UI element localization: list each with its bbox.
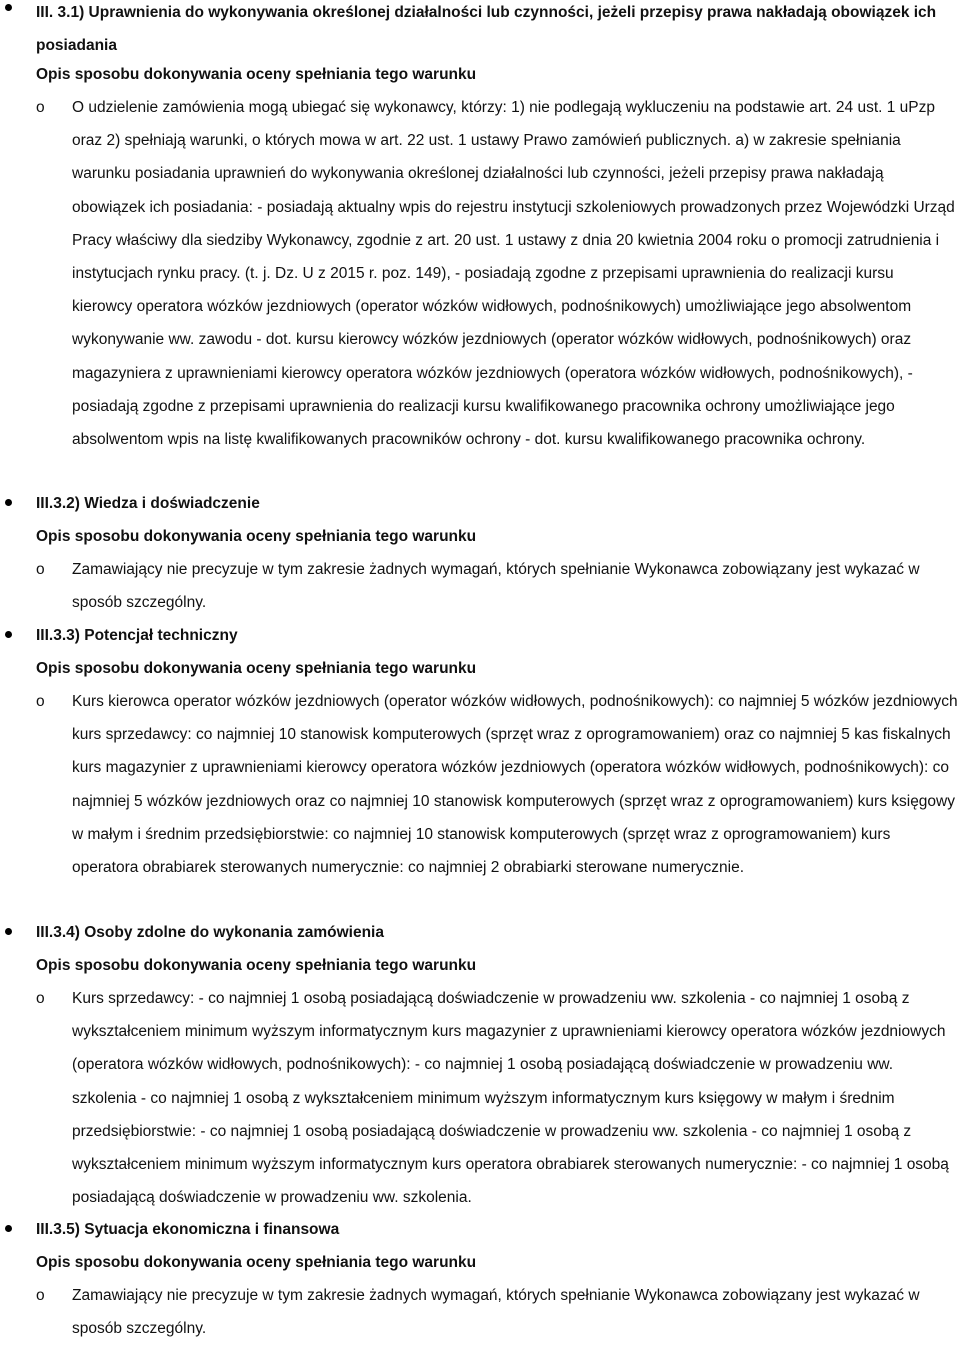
description-label: Opis sposobu dokonywania oceny spełniania tego warunku: [36, 66, 477, 83]
section-text: Kurs sprzedawcy: - co najmniej 1 osobą posiadającą doświadczenie w prowadzeniu ww. szkolenia - co najmniej 1 osobą z wykształceniem minimum wyższym informatycznym kurs magazynier z uprawnieniami kierowcy operatora wózków jezdniowych (operatora wózków widłowych, podnośnikowych): - co najmniej 1 osobą posiadającą doświadczenie w prowadzeniu ww. szkolenia - co najmniej 1 osobą z wykształceniem minimum wyższym informatycznym kurs księgowy w małym i średnim przedsiębiorstwie: - co najmniej 1 osobą posiadającą doświadczenie w prowadzeniu ww. szkolenia - co najmniej 1 osobą z wykształceniem minimum wyższym informatycznym kurs operatora obrabiarek sterowanych numerycznie: - co najmniej 1 osobą posiadającą doświadczenie w prowadzeniu ww. szkolenia.: [72, 990, 949, 1207]
list-marker: o: [36, 561, 45, 578]
description-label: Opis sposobu dokonywania oceny spełniania tego warunku: [36, 528, 477, 545]
section-text: Kurs kierowca operator wózków jezdniowych (operator wózków widłowych, podnośnikowych): co najmniej 5 wózków jezdniowych kurs sprzedawcy: co najmniej 10 stanowisk komputerowych (sprzęt wraz z oprogramowaniem) oraz co najmniej 5 kas fiskalnych kurs magazynier z uprawnieniami kierowcy operatora wózków jezdniowych (operatora wózków widłowych, podnośnikowych): co najmniej 5 wózków jezdniowych oraz co najmniej 10 stanowisk komputerowych (sprzęt wraz z oprogramowaniem) kurs księgowy w małym i średnim przedsiębiorstwie: co najmniej 10 stanowisk komputerowych (sprzęt wraz z oprogramowaniem) kurs operatora obrabiarek sterowanych numerycznie: co najmniej 2 obrabiarki sterowane numerycznie.: [72, 693, 958, 877]
section-heading: III.3.2) Wiedza i doświadczenie: [36, 495, 260, 512]
bullet-icon: [5, 928, 12, 935]
section-heading: III.3.5) Sytuacja ekonomiczna i finansowa: [36, 1221, 340, 1238]
bullet-icon: [5, 4, 12, 11]
section-text: Zamawiający nie precyzuje w tym zakresie żadnych wymagań, których spełnianie Wykonawca zobowiązany jest wykazać w sposób szczególny.: [72, 561, 920, 612]
section-heading: III.3.3) Potencjał techniczny: [36, 627, 238, 644]
list-marker: o: [36, 99, 45, 116]
list-marker: o: [36, 990, 45, 1007]
description-label: Opis sposobu dokonywania oceny spełniania tego warunku: [36, 660, 477, 677]
section-heading: III. 3.1) Uprawnienia do wykonywania określonej działalności lub czynności, jeżeli przepisy prawa nakładają obowiązek ich posiadania: [36, 4, 937, 54]
bullet-icon: [5, 631, 12, 638]
list-marker: o: [36, 693, 45, 710]
description-label: Opis sposobu dokonywania oceny spełniania tego warunku: [36, 1254, 477, 1271]
section-text: O udzielenie zamówienia mogą ubiegać się wykonawcy, którzy: 1) nie podlegają wykluczeniu na podstawie art. 24 ust. 1 uPzp oraz 2) spełniają warunki, o których mowa w art. 22 ust. 1 ustawy Prawo zamówień publicznych. a) w zakresie spełniania warunku posiadania uprawnień do wykonywania określonej działalności lub czynności, jeżeli przepisy prawa nakładają obowiązek ich posiadania: - posiadają aktualny wpis do rejestru instytucji szkoleniowych prowadzonych przez Wojewódzki Urząd Pracy właściwy dla siedziby Wykonawcy, zgodnie z art. 20 ust. 1 ustawy z dnia 20 kwietnia 2004 roku o promocji zatrudnienia i instytucjach rynku pracy. (t. j. Dz. U z 2015 r. poz. 149), - posiadają zgodne z przepisami uprawnienia do realizacji kursu kierowcy operatora wózków jezdniowych (operator wózków widłowych, podnośnikowych) umożliwiające jego absolwentom wykonywanie ww. zawodu - dot. kursu kierowcy wózków jezdniowych (operator wózków widłowych, podnośnikowych) oraz magazyniera z uprawnieniami kierowcy operatora wózków jezdniowych (operatora wózków widłowych, podnośnikowych), - posiadają zgodne z przepisami uprawnienia do realizacji kursu kwalifikowanego pracownika ochrony umożliwiające jego absolwentom wpis na listę kwalifikowanych pracowników ochrony - dot. kursu kwalifikowanego pracownika ochrony.: [72, 99, 955, 449]
section-heading: III.3.4) Osoby zdolne do wykonania zamówienia: [36, 924, 384, 941]
list-marker: o: [36, 1287, 45, 1304]
section-text: Zamawiający nie precyzuje w tym zakresie żadnych wymagań, których spełnianie Wykonawca zobowiązany jest wykazać w sposób szczególny.: [72, 1287, 920, 1338]
bullet-icon: [5, 499, 12, 506]
description-label: Opis sposobu dokonywania oceny spełniania tego warunku: [36, 957, 477, 974]
bullet-icon: [5, 1225, 12, 1232]
